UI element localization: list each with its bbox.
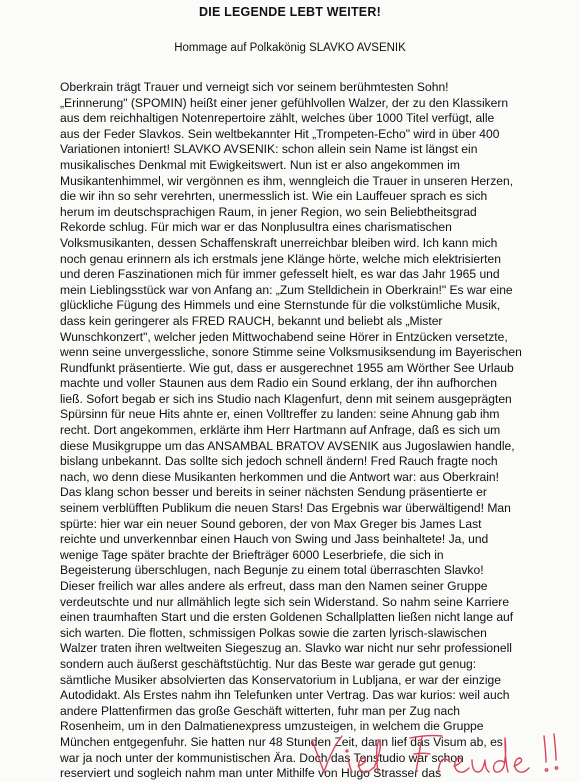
body-text-line: Walzer traten ihren weltweiten Siegeszug an. Slavko war nicht nur sehr professionell: [60, 641, 512, 656]
body-text-line: noch genau erinnern als ich erstmals jene Klänge hörte, welche mich elektrisierten: [60, 251, 501, 266]
body-text-line: Musikantenhimmel, wir vergönnen es ihm, wenngleich die Trauer in unseren Herzen,: [60, 173, 514, 188]
body-text-line: recht. Dort angekommen, erklärte ihm Herr Hartmann auf Anfrage, daß es sich um: [60, 423, 501, 438]
body-text-line: nach, wo denn diese Musikanten herkommen und die Antwort war: aus Oberkrain!: [60, 469, 499, 484]
body-text-line: „Erinnerung" (SPOMIN) heißt einer jener gefühlvollen Walzer, der zu den Klassikern: [60, 95, 509, 110]
body-text-line: Das klang schon besser und bereits in seiner nächsten Sendung präsentierte er: [60, 485, 487, 500]
body-text-line: Autodidakt. Als Erstes nahm ihn Telefunken unter Vertrag. Das war kurios: weil auch: [60, 688, 510, 703]
body-text-line: Dieser freilich war alles andere als erfreut, dass man den Namen seiner Gruppe: [60, 579, 488, 593]
body-text-line: bislang unbekannt. Das sollte sich jedoch schnell ändern! Fred Rauch fragte noch: [60, 454, 498, 469]
body-text-line: seinem verblüfften Publikum die neuen Stars! Das Ergebnis war überwältigend! Man: [60, 501, 511, 516]
body-text-line: Oberkrain trägt Trauer und verneigt sich vor seinem berühmtesten Sohn!: [60, 80, 449, 94]
body-text-line: ließ. Sofort begab er sich ins Studio nach Klagenfurt, denn mit seinem ausgeprägten: [60, 391, 512, 406]
body-text-line: andere Plattenfirmen das große Geschäft witterten, fuhr man per Zug nach: [60, 703, 460, 718]
body-text-line: Rekorde schlug. Für mich war er das Nonplusultra eines charismatischen: [60, 220, 452, 235]
body-text-line: sondern auch äußerst geschäftstüchtig. Nur das Beste war gerade gut genug:: [60, 656, 477, 671]
body-text-line: reichte und unverkennbar einen Hauch von Swing und Jass beinhaltete! Ja, und: [60, 532, 489, 547]
body-text-line: verdeutschte und nur allmählich legte sich sein Widerstand. So nahm seine Karriere: [60, 594, 510, 609]
body-text-line: aus dem reichhaltigen Notenrepertoire zählt, welches über 1000 Titel verfügt, alle: [60, 111, 495, 126]
body-text-line: Variationen intoniert! SLAVKO AVSENIK: schon allein sein Name ist längst ein: [60, 142, 478, 157]
body-text-line: München entgegenfuhr. Sie hatten nur 48 Stunden Zeit, dann lief das Visum ab, es: [60, 734, 503, 749]
body-text-line: dass kein geringerer als FRED RAUCH, bekannt und beliebt als „Mister: [60, 313, 443, 328]
body-text-line: und deren Faszinationen mich für immer gefesselt hielt, es war das Jahr 1965 und: [60, 267, 500, 282]
body-text-line: herum im deutschsprachigen Raum, in jener Region, wo sein Beliebtheitsgrad: [60, 204, 477, 219]
body-text-line: reserviert und sogleich nahm man unter Mithilfe von Hugo Strasser das: [60, 766, 442, 781]
body-text-line: aus der Feder Slavkos. Sein weltbekannter Hit „Trompeten-Echo" wird in über 400: [60, 126, 500, 141]
body-text-line: Wunschkonzert", welcher jeden Mittwochabend seine Hörer in Entzücken versetzte,: [60, 329, 508, 344]
body-text-line: sich warten. Die flotten, schmissigen Polkas sowie die zarten lyrisch-slawischen: [60, 625, 487, 640]
body-text-line: musikalisches Denkmal mit Ewigkeitswert. Nun ist er also angekommen im: [60, 157, 460, 172]
body-text-line: Rosenheim, um in den Dalmatienexpress umzusteigen, in welchem die Gruppe: [60, 719, 484, 734]
document-title: DIE LEGENDE LEBT WEITER!: [199, 5, 381, 19]
body-text-line: Rundfunkt präsentierte. Wie gut, dass er ausgerechnet 1955 am Wörther See Urlaub: [60, 360, 514, 375]
body-text-line: Volksmusikanten, dessen Schaffenskraft unerreichbar bleiben wird. Ich kann mich: [60, 235, 498, 250]
body-text-line: einen traumhaften Start und die ersten Goldenen Schallplatten ließen nicht lange auf: [60, 610, 514, 625]
body-text-line: diese Musikgruppe um das ANSAMBAL BRATOV AVSENIK aus Jugoslawien handle,: [60, 438, 515, 453]
body-text-line: Begeisterung überschlugen, nach Begunje zu einem total überraschten Slavko!: [60, 563, 484, 578]
body-text-line: mein Lieblingsstück war von Anfang an: „Zum Stelldichein in Oberkrain!" Es war eine: [60, 282, 513, 297]
body-text-line: die wir ihn so sehr verehrten, unermesslich ist. Wie ein Lauffeuer sprach es sich: [60, 189, 488, 204]
document-subtitle: Hommage auf Polkakönig SLAVKO AVSENIK: [174, 42, 406, 54]
body-text-line: Spürsinn für neue Hits ahnte er, einen Volltreffer zu landen: seine Ahnung gab ihm: [60, 407, 500, 422]
body-text-line: war ja noch unter der kommunistischen Ära. Doch das Tonstudio war schon: [60, 750, 464, 765]
body-text-line: spürte: hier war ein neuer Sound geboren, der von Max Greger bis James Last: [60, 516, 482, 531]
body-text-line: wenn seine unvergessliche, sonore Stimme seine Volksmusiksendung im Bayerischen: [60, 345, 522, 360]
body-text-line: machte und voller Staunen aus dem Radio ein Sound erklang, der ihn aufhorchen: [60, 376, 498, 391]
handwritten-signature: [308, 728, 570, 780]
body-text-line: sämtliche Musiker absolvierten das Konservatorium in Lubljana, er war der einzige: [60, 672, 501, 687]
article-body: [60, 80, 560, 782]
body-text-line: wenige Tage später brachte der Briefträger 6000 Leserbriefe, die sich in: [60, 547, 444, 562]
body-text-line: glückliche Fügung des Himmels und eine Sternstunde für die volkstümliche Musik,: [60, 298, 501, 313]
